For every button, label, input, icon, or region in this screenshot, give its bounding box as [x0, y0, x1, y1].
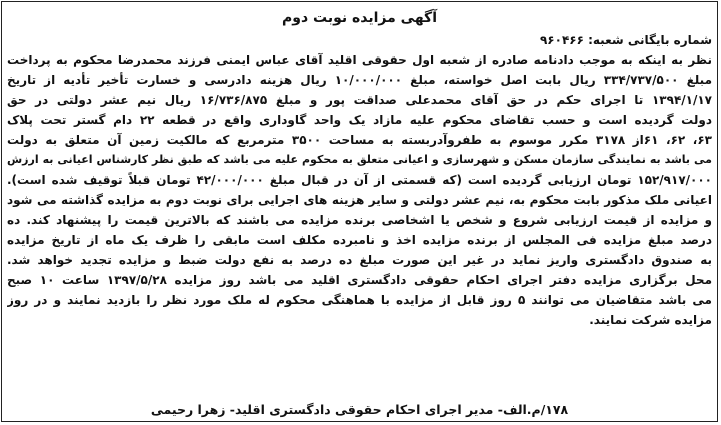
notice-text-line: و مزایده از قیمت ارزیابی شروع و شخص یا اشخاصی برنده مزایده می باشند که بالاترین قیمت را پیشنهاد کند. ده: [7, 213, 712, 227]
notice-text-line: به صندوق دادگستری واریز نماید در غیر این صورت مبلغ ده درصد به نفع دولت ضبط و مزایده تجدید خواهد شد.: [7, 253, 712, 267]
notice-text-line: ۱۳۹۴/۱/۱۷ تا اجرای حکم در حق آقای محمدعلی صداقت پور و مبلغ ۱۶/۷۳۶/۸۷۵ ریال نیم عشر دولتی در حق: [7, 93, 712, 107]
notice-text-line: درصد مبلغ مزایده فی المجلس از برنده مزایده اخذ و نامبرده مکلف است مابقی را ظرف یک ماه از تاریخ مزایده: [7, 233, 712, 247]
notice-text-line: می باشد به نمایندگی سازمان مسکن و شهرسازی و اعیانی متعلق به محکوم علیه می باشد که طبق نظر کارشناس اعیانی به ارزش: [7, 153, 712, 166]
notice-text-line: مزایده شرکت نمایند.: [589, 313, 712, 327]
notice-text-line: مبلغ ۳۳۴/۷۳۷/۵۰۰ ریال بابت اصل خواسته، مبلغ ۱۰/۰۰۰/۰۰۰ ریال هزینه دادرسی و خسارت تأخیر تأدیه از تاریخ: [7, 73, 712, 87]
notice-text-line: محل برگزاری مزایده دفتر اجرای احکام حقوقی دادگستری اقلید می باشد روز مزایده ۱۳۹۷/۵/۲۸ ساعت ۱۰ صبح: [7, 273, 712, 287]
notice-signature: ۱۷۸/م.الف- مدیر اجرای احکام حقوقی دادگستری اقلید- زهرا رحیمی: [150, 402, 569, 417]
notice-title: آگهی مزایده نوبت دوم: [281, 10, 437, 26]
archive-number: شماره بایگانی شعبه: ۹۶۰۴۶۶: [539, 33, 712, 47]
notice-text-line: نظر به اینکه به موجب دادنامه صادره از شعبه اول حقوقی اقلید آقای عباس ایمنی فرزند محمدرضا محکوم به پرداخت: [7, 53, 712, 67]
notice-text-line: ۶۳، ۶۲، ۶۱از ۳۱۷۸ مکرر موسوم به طفروآدربسته به مساحت ۳۵۰۰ مترمربع که مالکیت زمین آن متعلق به دولت: [7, 133, 712, 147]
notice-text-line: می باشد متقاضیان می توانند ۵ روز قابل از مزایده با هماهنگی محکوم له ملک مورد نظر را بازدید نمایند و در روز: [7, 293, 712, 307]
notice-text-line: اعیانی ملک مذکور بابت محکوم به، نیم عشر دولتی و سایر هزینه های اجرایی برای نوبت دوم به مزایده گذاشته می شود: [7, 193, 712, 207]
auction-notice: [1, 1, 718, 422]
notice-text-line: ۱۵۲/۹۱۷/۰۰۰ تومان ارزیابی گردیده است (که قسمتی از آن در قبال مبلغ ۴۲/۰۰۰/۰۰۰ تومان قبلاً توقیف شده است).: [7, 173, 712, 187]
notice-text-line: دولت گردیده است و حسب تقاضای محکوم علیه مازاد یک واحد گاوداری واقع در قطعه ۲۲ دام گستر تحت پلاک: [7, 113, 712, 127]
